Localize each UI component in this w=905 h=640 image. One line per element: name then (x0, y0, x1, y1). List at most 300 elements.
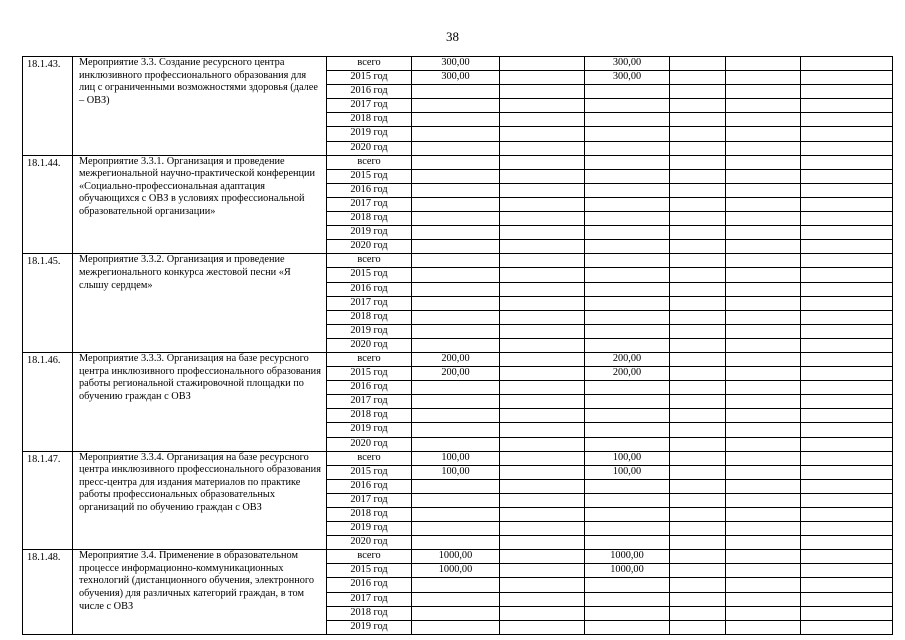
amount-cell (412, 99, 500, 113)
empty-cell (670, 409, 726, 423)
empty-cell (670, 155, 726, 169)
empty-cell (726, 141, 801, 155)
empty-cell (726, 550, 801, 564)
empty-cell (670, 169, 726, 183)
year-label: 2016 год (327, 381, 412, 395)
year-label: 2020 год (327, 536, 412, 550)
empty-cell (801, 71, 893, 85)
empty-cell (670, 395, 726, 409)
amount-cell (585, 155, 670, 169)
amount-cell (412, 226, 500, 240)
amount-cell: 200,00 (585, 367, 670, 381)
empty-cell (801, 479, 893, 493)
year-label: 2017 год (327, 99, 412, 113)
empty-cell (726, 536, 801, 550)
amount-cell (500, 338, 585, 352)
empty-cell (801, 310, 893, 324)
amount-cell (500, 606, 585, 620)
year-label: 2017 год (327, 592, 412, 606)
year-label: 2016 год (327, 479, 412, 493)
amount-cell (585, 578, 670, 592)
amount-cell (585, 409, 670, 423)
amount-cell (412, 338, 500, 352)
year-label: 2019 год (327, 226, 412, 240)
empty-cell (670, 226, 726, 240)
amount-cell (585, 479, 670, 493)
empty-cell (670, 85, 726, 99)
amount-cell: 100,00 (412, 451, 500, 465)
empty-cell (801, 437, 893, 451)
amount-cell: 1000,00 (585, 564, 670, 578)
amount-cell (585, 141, 670, 155)
amount-cell (412, 522, 500, 536)
empty-cell (726, 268, 801, 282)
year-label: 2017 год (327, 395, 412, 409)
amount-cell (585, 282, 670, 296)
amount-cell (500, 352, 585, 366)
amount-cell: 300,00 (412, 57, 500, 71)
amount-cell (412, 592, 500, 606)
amount-cell (412, 197, 500, 211)
empty-cell (801, 141, 893, 155)
empty-cell (670, 437, 726, 451)
row-number: 18.1.46. (23, 352, 73, 451)
amount-cell (585, 381, 670, 395)
amount-cell (500, 550, 585, 564)
amount-cell (500, 226, 585, 240)
year-label: 2019 год (327, 423, 412, 437)
amount-cell: 300,00 (585, 71, 670, 85)
amount-cell (412, 85, 500, 99)
empty-cell (670, 381, 726, 395)
empty-cell (801, 367, 893, 381)
year-label: 2015 год (327, 465, 412, 479)
year-label: 2019 год (327, 324, 412, 338)
empty-cell (801, 352, 893, 366)
activity-description: Мероприятие 3.3. Создание ресурсного центра инклюзивного профессионального образования для лиц с ограниченными возможностями здоровья (далее – ОВЗ) (73, 57, 327, 156)
year-label: 2016 год (327, 183, 412, 197)
amount-cell (412, 127, 500, 141)
year-label: 2015 год (327, 71, 412, 85)
amount-cell (500, 479, 585, 493)
amount-cell (585, 240, 670, 254)
empty-cell (801, 113, 893, 127)
amount-cell (412, 423, 500, 437)
empty-cell (670, 99, 726, 113)
amount-cell (500, 99, 585, 113)
amount-cell (585, 254, 670, 268)
empty-cell (670, 324, 726, 338)
empty-cell (801, 606, 893, 620)
amount-cell (500, 324, 585, 338)
empty-cell (726, 564, 801, 578)
empty-cell (670, 352, 726, 366)
amount-cell (500, 169, 585, 183)
amount-cell (500, 493, 585, 507)
empty-cell (801, 155, 893, 169)
empty-cell (801, 578, 893, 592)
empty-cell (670, 451, 726, 465)
amount-cell: 300,00 (412, 71, 500, 85)
empty-cell (801, 85, 893, 99)
empty-cell (726, 620, 801, 634)
amount-cell (585, 268, 670, 282)
amount-cell: 300,00 (585, 57, 670, 71)
empty-cell (726, 183, 801, 197)
table-row (23, 550, 893, 564)
amount-cell (412, 493, 500, 507)
amount-cell (500, 282, 585, 296)
amount-cell: 1000,00 (412, 550, 500, 564)
year-label: всего (327, 352, 412, 366)
amount-cell (500, 141, 585, 155)
empty-cell (670, 620, 726, 634)
empty-cell (670, 57, 726, 71)
activity-description: Мероприятие 3.4. Применение в образовательном процессе информационно-коммуникационных технологий (дистанционного обучения, электронного обучения) для различных категорий граждан, в том числе с ОВЗ (73, 550, 327, 635)
empty-cell (726, 324, 801, 338)
empty-cell (726, 85, 801, 99)
year-label: 2015 год (327, 367, 412, 381)
year-label: 2018 год (327, 113, 412, 127)
amount-cell (585, 296, 670, 310)
amount-cell (585, 493, 670, 507)
empty-cell (670, 465, 726, 479)
year-label: 2020 год (327, 338, 412, 352)
amount-cell (585, 113, 670, 127)
empty-cell (801, 197, 893, 211)
amount-cell (500, 367, 585, 381)
amount-cell (500, 268, 585, 282)
amount-cell (585, 310, 670, 324)
year-label: 2018 год (327, 409, 412, 423)
empty-cell (801, 226, 893, 240)
empty-cell (726, 578, 801, 592)
amount-cell (412, 606, 500, 620)
year-label: 2016 год (327, 578, 412, 592)
empty-cell (801, 451, 893, 465)
year-label: 2020 год (327, 240, 412, 254)
empty-cell (726, 57, 801, 71)
empty-cell (726, 338, 801, 352)
amount-cell (412, 536, 500, 550)
year-label: 2015 год (327, 169, 412, 183)
empty-cell (801, 550, 893, 564)
year-label: всего (327, 550, 412, 564)
year-label: 2018 год (327, 508, 412, 522)
amount-cell: 1000,00 (585, 550, 670, 564)
amount-cell (500, 57, 585, 71)
empty-cell (801, 169, 893, 183)
amount-cell (412, 409, 500, 423)
amount-cell (585, 606, 670, 620)
activity-description: Мероприятие 3.3.1. Организация и проведение межрегиональной научно-практической конференции «Социально-профессиональная адаптация обучающихся с ОВЗ в условиях профессиональной образовательной организации» (73, 155, 327, 254)
amount-cell (585, 423, 670, 437)
empty-cell (801, 564, 893, 578)
amount-cell (412, 282, 500, 296)
amount-cell (500, 155, 585, 169)
amount-cell (412, 240, 500, 254)
year-label: 2020 год (327, 141, 412, 155)
year-label: всего (327, 57, 412, 71)
amount-cell (500, 197, 585, 211)
year-label: 2019 год (327, 127, 412, 141)
amount-cell (500, 183, 585, 197)
row-number: 18.1.48. (23, 550, 73, 635)
empty-cell (801, 268, 893, 282)
amount-cell (412, 381, 500, 395)
table-row (23, 451, 893, 465)
amount-cell (585, 620, 670, 634)
amount-cell (500, 212, 585, 226)
year-label: 2018 год (327, 606, 412, 620)
empty-cell (670, 254, 726, 268)
amount-cell (585, 338, 670, 352)
amount-cell (412, 141, 500, 155)
empty-cell (726, 381, 801, 395)
empty-cell (726, 169, 801, 183)
amount-cell (585, 536, 670, 550)
empty-cell (670, 113, 726, 127)
empty-cell (670, 183, 726, 197)
empty-cell (670, 606, 726, 620)
amount-cell (585, 437, 670, 451)
amount-cell (500, 437, 585, 451)
amount-cell (500, 564, 585, 578)
amount-cell (412, 310, 500, 324)
year-label: 2016 год (327, 85, 412, 99)
activity-description: Мероприятие 3.3.3. Организация на базе ресурсного центра инклюзивного профессионального образования работы региональной стажировочной площадки по обучению граждан с ОВЗ (73, 352, 327, 451)
year-label: 2017 год (327, 493, 412, 507)
year-label: 2018 год (327, 212, 412, 226)
empty-cell (801, 423, 893, 437)
empty-cell (726, 352, 801, 366)
row-number: 18.1.44. (23, 155, 73, 254)
empty-cell (670, 268, 726, 282)
amount-cell (500, 536, 585, 550)
empty-cell (726, 212, 801, 226)
empty-cell (801, 522, 893, 536)
empty-cell (726, 155, 801, 169)
table-row (23, 155, 893, 169)
amount-cell: 1000,00 (412, 564, 500, 578)
empty-cell (670, 338, 726, 352)
amount-cell (500, 127, 585, 141)
empty-cell (726, 296, 801, 310)
amount-cell: 200,00 (412, 367, 500, 381)
empty-cell (801, 620, 893, 634)
amount-cell (500, 113, 585, 127)
year-label: 2017 год (327, 296, 412, 310)
amount-cell (585, 127, 670, 141)
amount-cell (412, 437, 500, 451)
empty-cell (801, 212, 893, 226)
empty-cell (726, 254, 801, 268)
year-label: 2020 год (327, 437, 412, 451)
year-label: 2019 год (327, 522, 412, 536)
amount-cell (412, 296, 500, 310)
amount-cell (412, 212, 500, 226)
empty-cell (726, 310, 801, 324)
empty-cell (670, 578, 726, 592)
empty-cell (726, 522, 801, 536)
year-label: всего (327, 451, 412, 465)
amount-cell (412, 578, 500, 592)
amount-cell (585, 169, 670, 183)
empty-cell (670, 240, 726, 254)
year-label: 2018 год (327, 310, 412, 324)
amount-cell: 100,00 (585, 465, 670, 479)
empty-cell (726, 409, 801, 423)
amount-cell (585, 508, 670, 522)
amount-cell (585, 324, 670, 338)
empty-cell (726, 437, 801, 451)
empty-cell (726, 606, 801, 620)
amount-cell (585, 99, 670, 113)
amount-cell (500, 71, 585, 85)
activity-description: Мероприятие 3.3.4. Организация на базе ресурсного центра инклюзивного профессионального образования пресс-центра для издания материалов по практике работы профессиональных образовательных организаций по обучению граждан с ОВЗ (73, 451, 327, 550)
empty-cell (801, 592, 893, 606)
amount-cell (585, 592, 670, 606)
amount-cell: 200,00 (412, 352, 500, 366)
empty-cell (726, 451, 801, 465)
empty-cell (726, 282, 801, 296)
year-label: всего (327, 155, 412, 169)
empty-cell (801, 381, 893, 395)
table-row (23, 254, 893, 268)
empty-cell (726, 197, 801, 211)
empty-cell (726, 226, 801, 240)
year-label: 2015 год (327, 564, 412, 578)
amount-cell: 100,00 (412, 465, 500, 479)
amount-cell (412, 183, 500, 197)
empty-cell (670, 592, 726, 606)
empty-cell (670, 197, 726, 211)
empty-cell (726, 465, 801, 479)
amount-cell (500, 395, 585, 409)
empty-cell (801, 254, 893, 268)
amount-cell (412, 620, 500, 634)
amount-cell (500, 310, 585, 324)
empty-cell (670, 522, 726, 536)
empty-cell (670, 423, 726, 437)
page-number: 38 (446, 29, 459, 44)
empty-cell (726, 113, 801, 127)
empty-cell (801, 127, 893, 141)
amount-cell (412, 169, 500, 183)
amount-cell (412, 155, 500, 169)
amount-cell (500, 578, 585, 592)
table-row (23, 352, 893, 366)
empty-cell (726, 395, 801, 409)
empty-cell (801, 99, 893, 113)
empty-cell (801, 240, 893, 254)
amount-cell (585, 197, 670, 211)
empty-cell (801, 282, 893, 296)
empty-cell (801, 183, 893, 197)
empty-cell (801, 338, 893, 352)
empty-cell (726, 423, 801, 437)
empty-cell (670, 367, 726, 381)
amount-cell (500, 409, 585, 423)
amount-cell (412, 254, 500, 268)
amount-cell (412, 479, 500, 493)
budget-table (22, 56, 893, 635)
amount-cell (500, 254, 585, 268)
empty-cell (670, 71, 726, 85)
empty-cell (726, 493, 801, 507)
empty-cell (670, 536, 726, 550)
amount-cell (500, 296, 585, 310)
empty-cell (670, 493, 726, 507)
empty-cell (670, 141, 726, 155)
amount-cell (500, 522, 585, 536)
empty-cell (670, 282, 726, 296)
empty-cell (670, 508, 726, 522)
empty-cell (726, 367, 801, 381)
amount-cell (585, 212, 670, 226)
empty-cell (670, 564, 726, 578)
amount-cell (500, 465, 585, 479)
amount-cell (412, 324, 500, 338)
empty-cell (801, 493, 893, 507)
empty-cell (801, 395, 893, 409)
activity-description: Мероприятие 3.3.2. Организация и проведение межрегионального конкурса жестовой песни «Я слышу сердцем» (73, 254, 327, 353)
year-label: 2015 год (327, 268, 412, 282)
amount-cell (585, 395, 670, 409)
row-number: 18.1.45. (23, 254, 73, 353)
amount-cell: 100,00 (585, 451, 670, 465)
empty-cell (801, 296, 893, 310)
amount-cell (412, 508, 500, 522)
empty-cell (801, 409, 893, 423)
empty-cell (801, 508, 893, 522)
row-number: 18.1.43. (23, 57, 73, 156)
empty-cell (670, 212, 726, 226)
empty-cell (726, 479, 801, 493)
empty-cell (726, 99, 801, 113)
table-row (23, 57, 893, 71)
empty-cell (801, 465, 893, 479)
row-number: 18.1.47. (23, 451, 73, 550)
amount-cell (500, 620, 585, 634)
year-label: 2017 год (327, 197, 412, 211)
year-label: 2016 год (327, 282, 412, 296)
amount-cell: 200,00 (585, 352, 670, 366)
empty-cell (670, 296, 726, 310)
amount-cell (500, 451, 585, 465)
amount-cell (585, 183, 670, 197)
amount-cell (585, 226, 670, 240)
amount-cell (585, 522, 670, 536)
amount-cell (412, 113, 500, 127)
empty-cell (670, 310, 726, 324)
empty-cell (726, 508, 801, 522)
amount-cell (500, 85, 585, 99)
empty-cell (726, 71, 801, 85)
amount-cell (500, 508, 585, 522)
year-label: 2019 год (327, 620, 412, 634)
amount-cell (500, 592, 585, 606)
empty-cell (670, 479, 726, 493)
empty-cell (670, 127, 726, 141)
amount-cell (412, 268, 500, 282)
amount-cell (500, 381, 585, 395)
amount-cell (500, 240, 585, 254)
empty-cell (801, 57, 893, 71)
empty-cell (726, 240, 801, 254)
empty-cell (801, 536, 893, 550)
empty-cell (726, 592, 801, 606)
